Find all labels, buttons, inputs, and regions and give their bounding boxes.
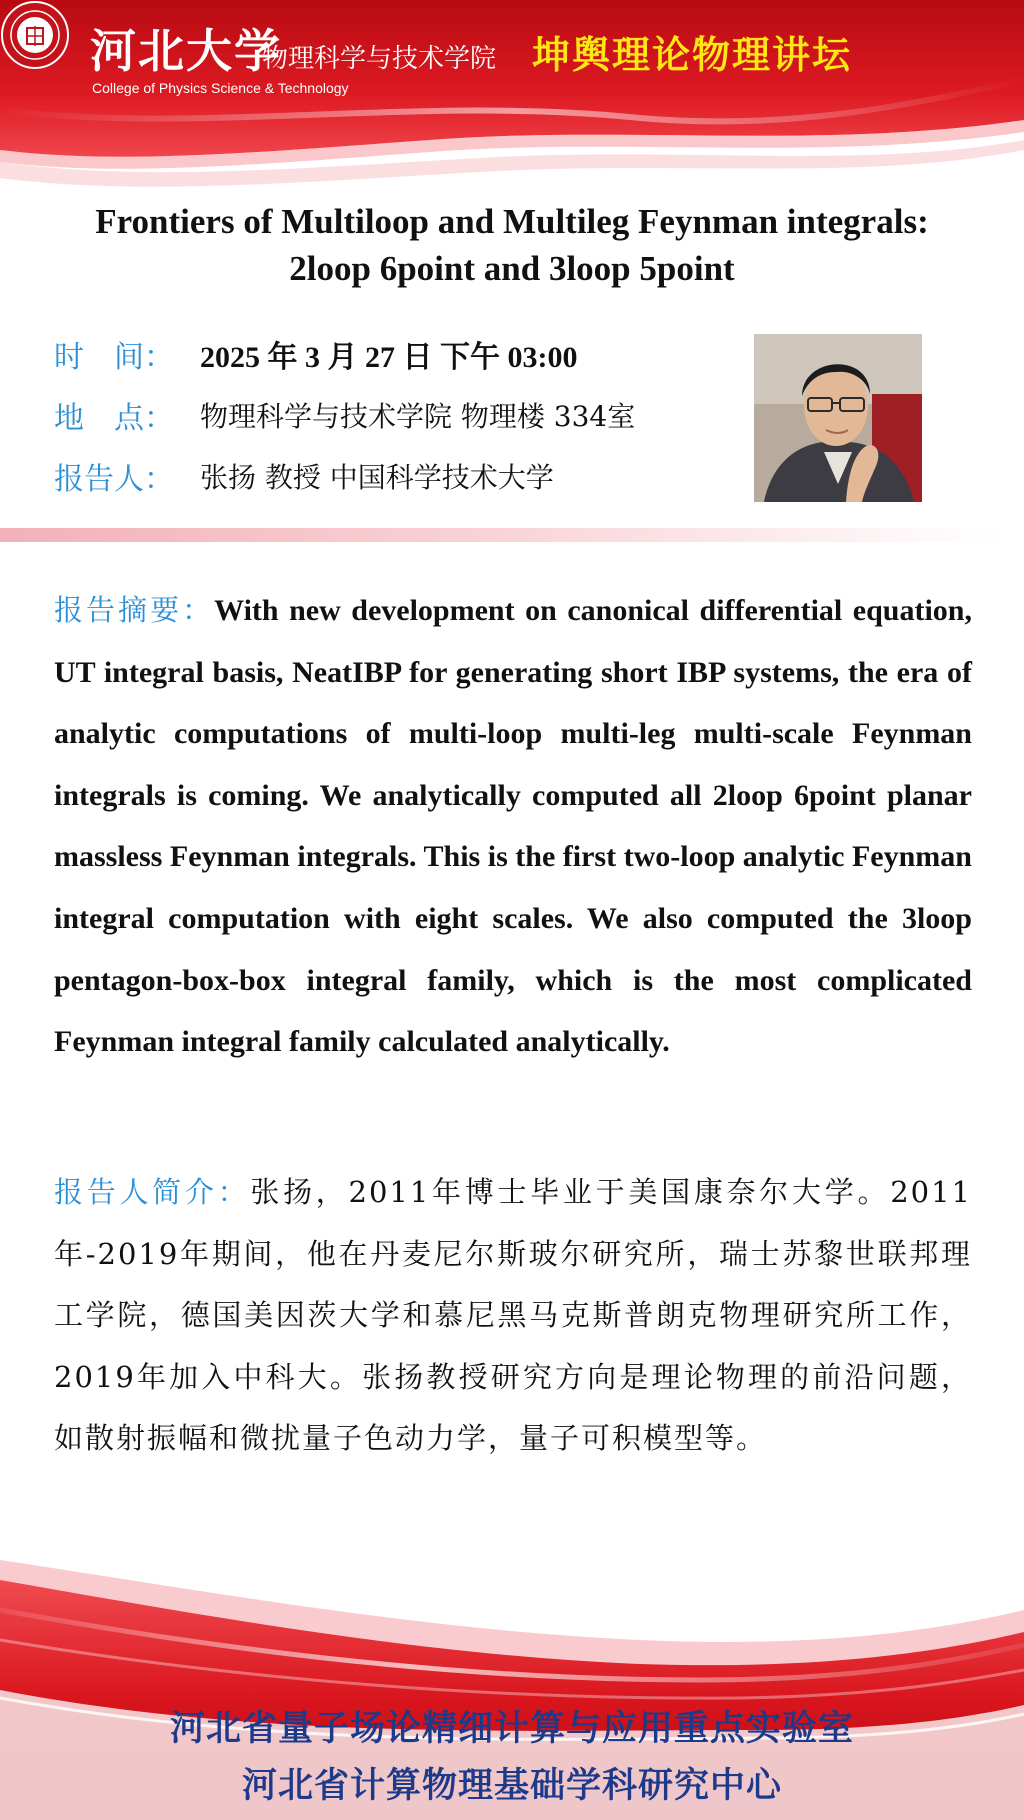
bio-label: 报告人简介： [54,1175,251,1209]
section-divider [0,528,1000,542]
footer-center-name: 河北省计算物理基础学科研究中心 [241,1766,782,1806]
abstract-label: 报告摘要： [54,593,215,627]
talk-title [30,198,994,292]
place-value: 物理科学与技术学院 物理楼 334室 [200,400,636,433]
time-label: 时 间： [54,340,174,375]
bio-text: 张扬，2011年博士毕业于美国康奈尔大学。2011年-2019年期间，他在丹麦尼尔斯玻尔研究所，瑞士苏黎世联邦理工学院，德国美因茨大学和慕尼黑马克斯普朗克物理研究所工作，2019年加入中科大。张扬教授研究方向是理论物理的前沿问题，如散射振幅和微扰量子色动力学，量子可积模型等。 [54,1175,972,1456]
talk-title-line-2: 2loop 6point and 3loop 5point [289,249,735,288]
footer-lab-name: 河北省量子场论精细计算与应用重点实验室 [169,1709,854,1749]
bio-paragraph [54,1162,972,1470]
info-time-row [54,332,578,376]
abstract-paragraph [54,580,972,1073]
university-name: 河北大学 [90,24,282,78]
place-label: 地 点： [54,401,174,436]
abstract-text: With new development on canonical differential equation, UT integral basis, NeatIBP for generating short IBP systems, the era of analytic computations of multi-loop multi-leg multi-scale Feynman integrals is coming. We analytically computed all 2loop 6point planar massless Feynman integrals. This is the first two-loop analytic Feynman integral computation with eight scales. We also computed the 3loop pentagon-box-box integral family, which is the most complicated Feynman integral family calculated analytically. [54,594,972,1059]
speaker-value: 张扬 教授 中国科学技术大学 [200,461,554,494]
footer-banner [0,1540,1024,1820]
college-name-cn: 物理科学与技术学院 [262,44,497,74]
speaker-portrait-image [754,334,922,502]
info-speaker-row [54,454,554,498]
university-seal-logo [0,0,70,70]
header-banner [0,0,1024,200]
talk-title-line-1: Frontiers of Multiloop and Multileg Feynman integrals: [95,202,929,241]
time-value: 2025 年 3 月 27 日 下午 03:00 [200,341,578,374]
college-name-en: College of Physics Science & Technology [92,80,349,96]
speaker-photo [754,334,922,502]
info-place-row [54,393,635,437]
forum-title: 坤舆理论物理讲坛 [532,32,853,77]
speaker-label: 报告人： [54,462,174,497]
